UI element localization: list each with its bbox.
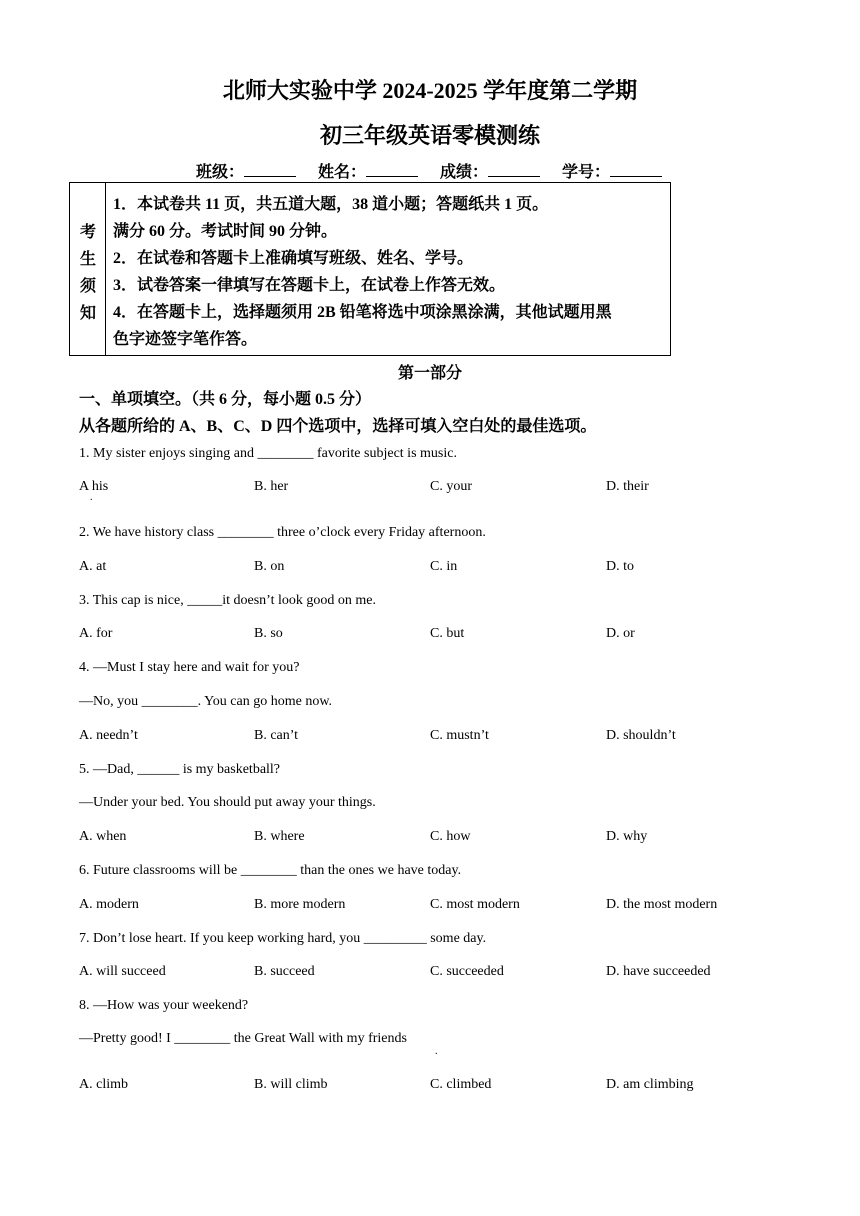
class-label: 班级： xyxy=(196,164,245,181)
question-5-reply: —Under your bed. You should put away your things. xyxy=(79,795,376,810)
notice-line: 3．试卷答案一律填写在答题卡上，在试卷上作答无效。 xyxy=(113,277,506,294)
question-6-option-a: A. modern xyxy=(79,897,139,912)
question-2-option-b: B. on xyxy=(254,559,285,574)
question-3-option-b: B. so xyxy=(254,626,283,641)
notice-label xyxy=(70,183,106,355)
section-heading: 一、单项填空。（共 6 分，每小题 0.5 分） xyxy=(79,391,372,408)
notice-line: 4．在答题卡上，选择题须用 2B 铅笔将选中项涂黑涂满，其他试题用黑 xyxy=(113,304,612,321)
student-id-label: 学号： xyxy=(562,164,611,181)
question-7-option-a: A. will succeed xyxy=(79,964,166,979)
question-3-option-c: C. but xyxy=(430,626,465,641)
question-6-option-d: D. the most modern xyxy=(606,897,718,912)
question-5-stem: 5. —Dad, ______ is my basketball? xyxy=(79,762,281,777)
name-blank xyxy=(366,162,418,177)
score-label: 成绩： xyxy=(440,164,489,181)
question-6-option-c: C. most modern xyxy=(430,897,520,912)
question-2-option-c: C. in xyxy=(430,559,458,574)
notice-line: 1．本试卷共 11 页，共五道大题，38 道小题；答题纸共 1 页。 xyxy=(113,196,549,213)
question-6-option-b: B. more modern xyxy=(254,897,346,912)
student-id-blank xyxy=(610,162,662,177)
question-1-option-a: A his xyxy=(79,479,109,494)
notice-label-char: 生 xyxy=(80,251,97,268)
question-4-option-c: C. mustn’t xyxy=(430,728,489,743)
score-blank xyxy=(488,162,540,177)
question-2-option-a: A. at xyxy=(79,559,107,574)
question-3-option-d: D. or xyxy=(606,626,635,641)
notice-label-char: 知 xyxy=(80,305,97,322)
question-8-stem: 8. —How was your weekend? xyxy=(79,998,249,1013)
question-4-option-a: A. needn’t xyxy=(79,728,138,743)
exam-title: 北师大实验中学 2024-2025 学年度第二学期 xyxy=(222,78,638,103)
question-8-option-a: A. climb xyxy=(79,1077,128,1092)
question-5-option-d: D. why xyxy=(606,829,648,844)
question-7-option-b: B. succeed xyxy=(254,964,315,979)
question-7-option-c: C. succeeded xyxy=(430,964,504,979)
notice-label-char: 考 xyxy=(80,224,97,241)
class-field xyxy=(196,159,296,182)
question-8-reply: —Pretty good! I ________ the Great Wall with my friends xyxy=(79,1031,407,1046)
question-1-option-d: D. their xyxy=(606,479,649,494)
question-8-option-d: D. am climbing xyxy=(606,1077,694,1092)
notice-line: 满分 60 分。考试时间 90 分钟。 xyxy=(113,223,338,240)
class-blank xyxy=(244,162,296,177)
question-4-option-b: B. can’t xyxy=(254,728,299,743)
question-3-stem: 3. This cap is nice, _____it doesn’t look good on me. xyxy=(79,593,376,608)
name-label: 姓名： xyxy=(318,164,367,181)
notice-line: 2．在试卷和答题卡上准确填写班级、姓名、学号。 xyxy=(113,250,474,267)
stray-dot-mark: . xyxy=(435,1046,438,1057)
stray-dot-mark: . xyxy=(90,492,93,503)
name-field xyxy=(318,159,418,182)
question-8-option-b: B. will climb xyxy=(254,1077,328,1092)
question-5-option-c: C. how xyxy=(430,829,471,844)
notice-label-char: 须 xyxy=(80,278,97,295)
question-7-stem: 7. Don’t lose heart. If you keep working hard, you _________ some day. xyxy=(79,931,487,946)
question-4-reply: —No, you ________. You can go home now. xyxy=(79,694,333,709)
question-2-option-d: D. to xyxy=(606,559,634,574)
section-instruction: 从各题所给的 A、B、C、D 四个选项中，选择可填入空白处的最佳选项。 xyxy=(79,418,597,435)
question-5-option-a: A. when xyxy=(79,829,127,844)
student-id-field xyxy=(562,159,662,182)
question-6-stem: 6. Future classrooms will be ________ than the ones we have today. xyxy=(79,863,462,878)
question-8-option-c: C. climbed xyxy=(430,1077,492,1092)
question-1-stem: 1. My sister enjoys singing and ________ favorite subject is music. xyxy=(79,446,457,461)
notice-body xyxy=(113,191,665,353)
question-7-option-d: D. have succeeded xyxy=(606,964,711,979)
question-3-option-a: A. for xyxy=(79,626,113,641)
notice-line: 色字迹签字笔作答。 xyxy=(113,331,258,348)
question-4-option-d: D. shouldn’t xyxy=(606,728,676,743)
part-title: 第一部分 xyxy=(397,365,462,382)
score-field xyxy=(440,159,540,182)
exam-subtitle: 初三年级英语零模测练 xyxy=(319,123,540,148)
question-1-option-c: C. your xyxy=(430,479,472,494)
question-2-stem: 2. We have history class ________ three o’clock every Friday afternoon. xyxy=(79,525,486,540)
exam-notice-box xyxy=(69,182,671,356)
question-4-stem: 4. —Must I stay here and wait for you? xyxy=(79,660,300,675)
question-1-option-b: B. her xyxy=(254,479,289,494)
student-info-line xyxy=(196,159,680,182)
question-5-option-b: B. where xyxy=(254,829,305,844)
